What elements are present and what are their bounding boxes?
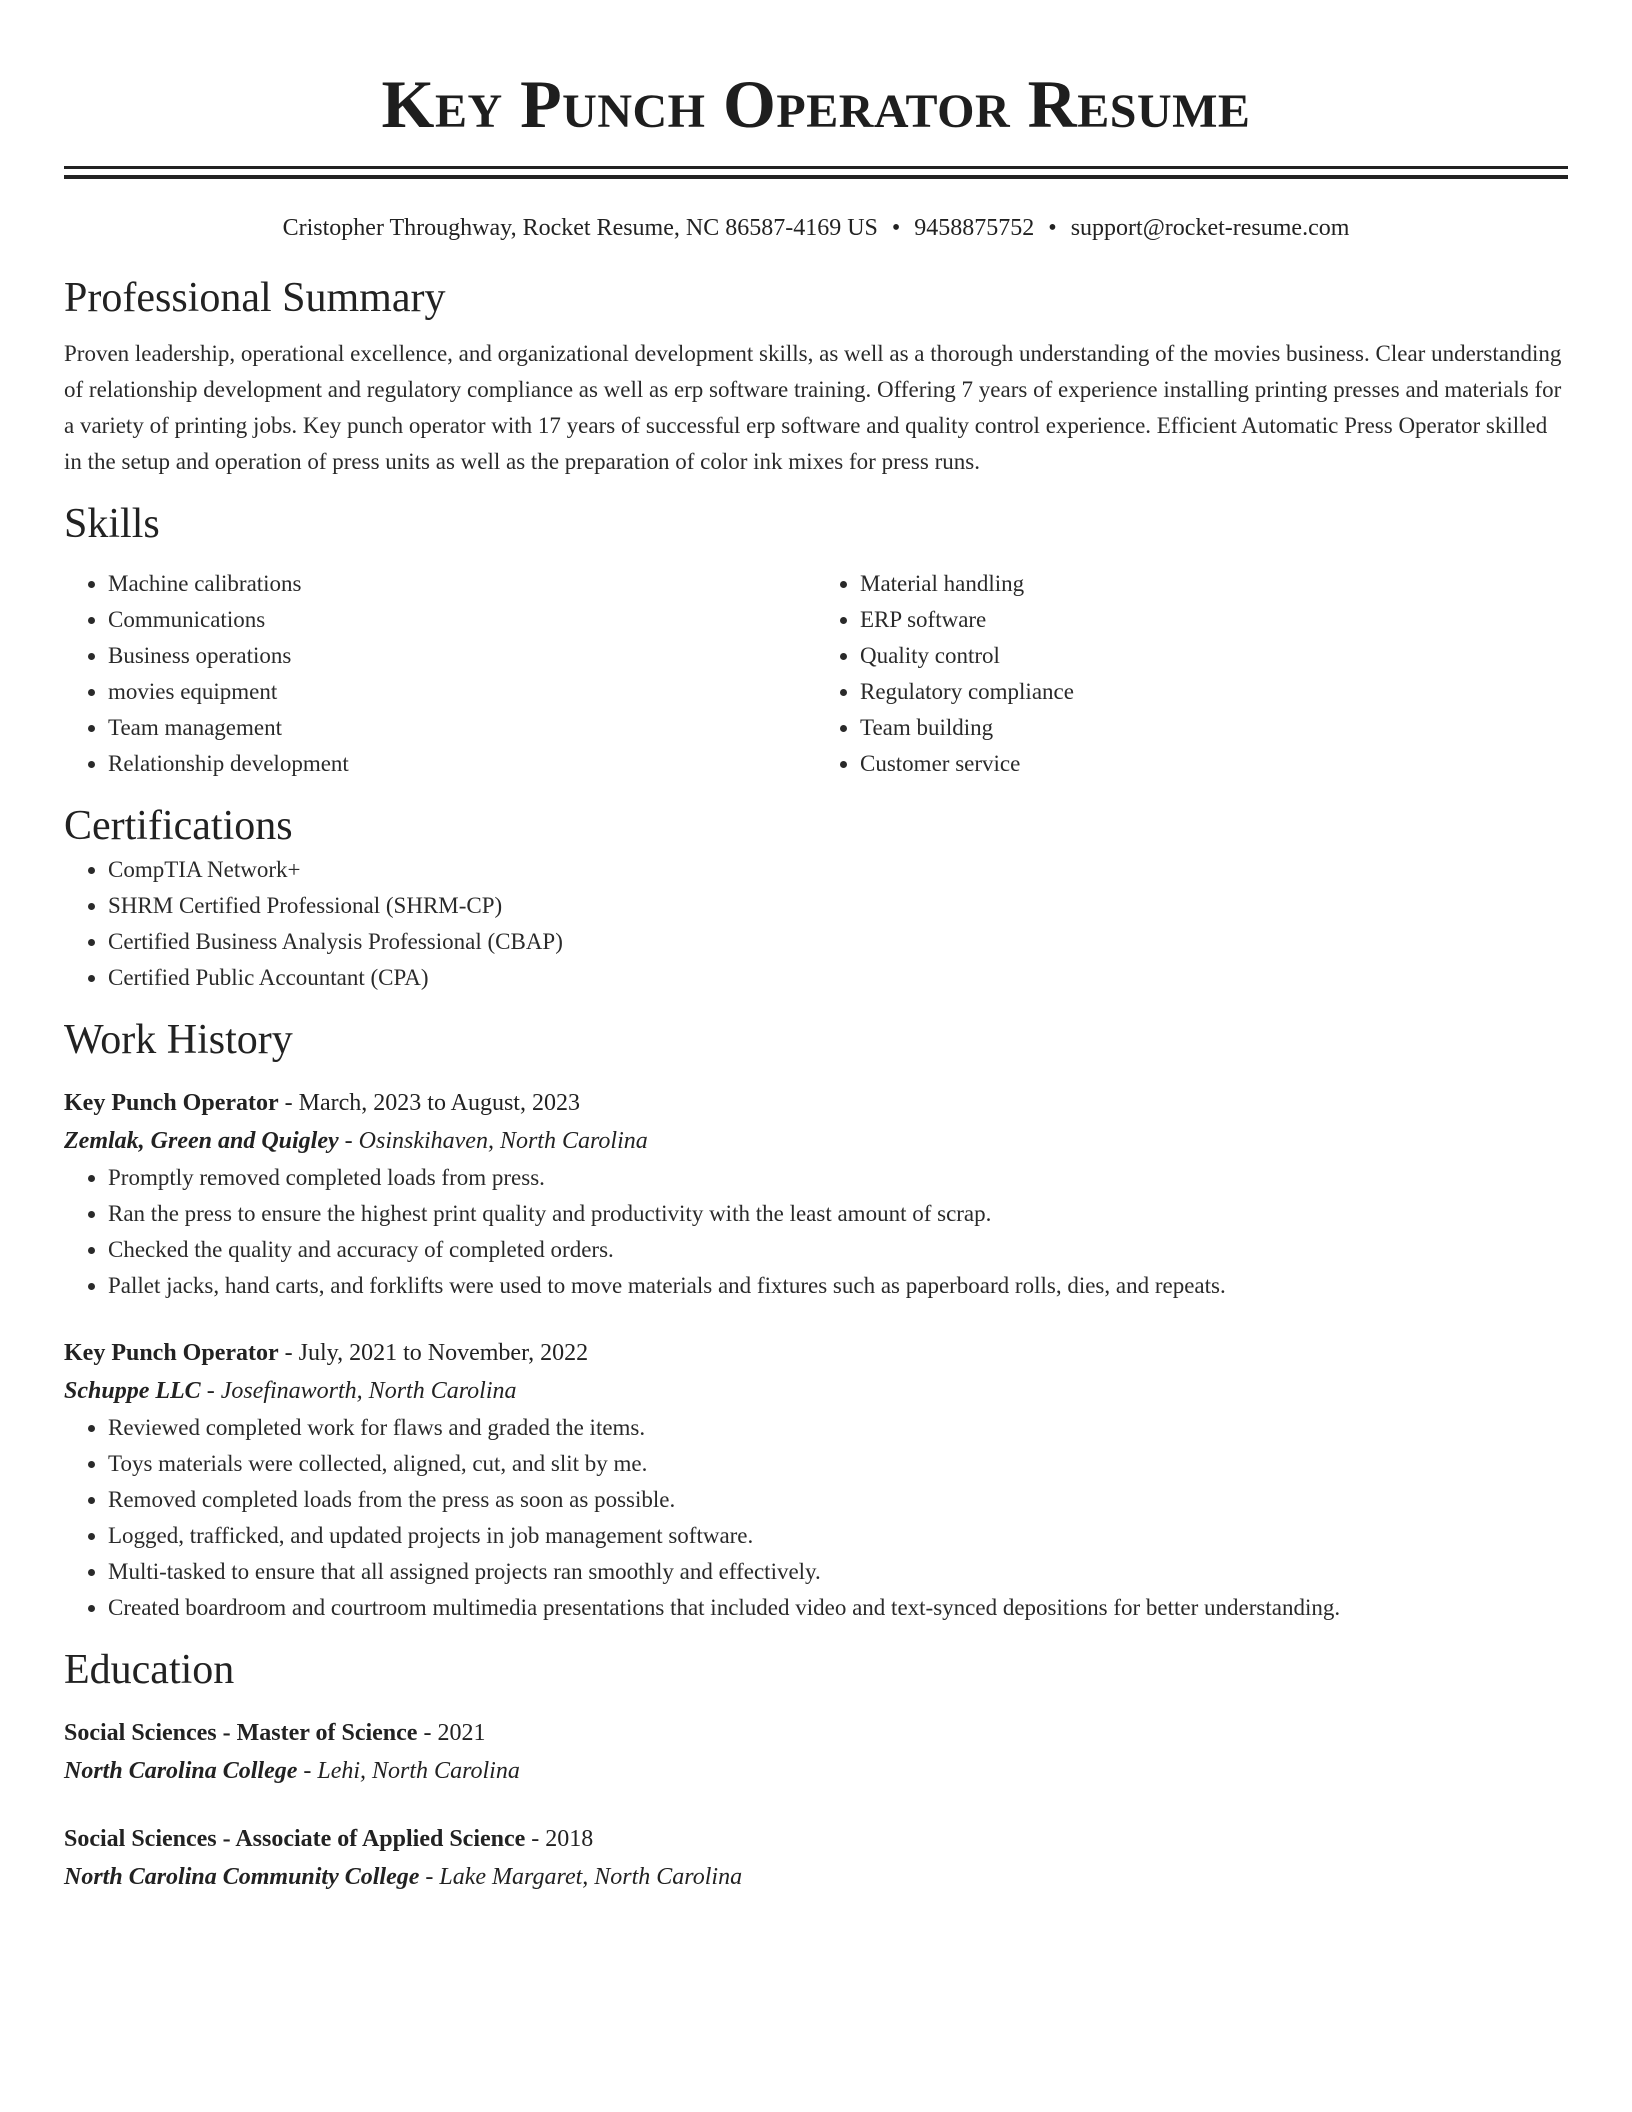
skill-item: • Customer service — [860, 746, 1568, 782]
job-duty: • Multi-tasked to ensure that all assigned projects ran smoothly and effectively. — [108, 1554, 1568, 1590]
job-duty: • Removed completed loads from the press as soon as possible. — [108, 1482, 1568, 1518]
education-degree-line: Social Sciences - Master of Science - 2021 — [64, 1720, 486, 1746]
education-degree: Social Sciences - Master of Science — [64, 1720, 418, 1746]
education-heading: Education — [64, 1647, 235, 1693]
skill-item: • movies equipment — [108, 674, 816, 710]
job-duty: • Checked the quality and accuracy of completed orders. — [108, 1232, 1568, 1268]
certification-item: • SHRM Certified Professional (SHRM-CP) — [108, 888, 1568, 924]
job-dates: July, 2021 to November, 2022 — [298, 1340, 589, 1366]
summary-text: Proven leadership, operational excellence, and organizational development skills, as well as a thorough understanding of the movies business. Clear understanding of relationship development and regulatory compliance as well as erp software training. Offering 7 years of experience installing printing presses and materials for a variety of printing jobs. Key punch operator with 17 years of successful erp software and quality control experience. Efficient Automatic Press Operator skilled in the setup and operation of press units as well as the preparation of color ink mixes for press runs. — [64, 341, 1562, 474]
job-duties-list — [64, 1160, 1568, 1304]
certification-item: • CompTIA Network+ — [108, 852, 1568, 888]
certifications-list — [64, 852, 1568, 996]
certification-item: • Certified Business Analysis Professional (CBAP) — [108, 924, 1568, 960]
job-duties-list — [64, 1410, 1568, 1626]
job-title: Key Punch Operator — [64, 1090, 279, 1116]
education-location: Lehi, North Carolina — [317, 1758, 520, 1784]
contact-address: Cristopher Throughway, Rocket Resume, NC 86587-4169 US — [282, 215, 878, 241]
skill-item: • Quality control — [860, 638, 1568, 674]
job-location: Osinskihaven, North Carolina — [358, 1128, 648, 1154]
education-entry — [64, 1820, 1568, 1896]
job-dates: March, 2023 to August, 2023 — [298, 1090, 580, 1116]
job-company-line: Schuppe LLC - Josefinaworth, North Carolina — [64, 1378, 517, 1404]
job-entry — [64, 1334, 1568, 1626]
job-duty: • Ran the press to ensure the highest print quality and productivity with the least amount of scrap. — [108, 1196, 1568, 1232]
certification-item: • Certified Public Accountant (CPA) — [108, 960, 1568, 996]
job-title-line: Key Punch Operator - July, 2021 to November, 2022 — [64, 1340, 589, 1366]
job-company-line: Zemlak, Green and Quigley - Osinskihaven, North Carolina — [64, 1128, 648, 1154]
education-degree: Social Sciences - Associate of Applied Science — [64, 1826, 526, 1852]
education-year: 2021 — [437, 1720, 486, 1746]
job-company: Zemlak, Green and Quigley — [64, 1128, 339, 1154]
contact-email: support@rocket-resume.com — [1070, 215, 1350, 241]
certifications-heading: Certifications — [64, 803, 293, 849]
job-duty: • Created boardroom and courtroom multimedia presentations that included video and text-synced depositions for better understanding. — [108, 1590, 1568, 1626]
job-company: Schuppe LLC — [64, 1378, 201, 1404]
education-school: North Carolina College — [64, 1758, 298, 1784]
education-degree-line: Social Sciences - Associate of Applied Science - 2018 — [64, 1826, 594, 1852]
title-divider-bottom — [64, 175, 1568, 179]
job-title: Key Punch Operator — [64, 1340, 279, 1366]
skill-item: • Machine calibrations — [108, 566, 816, 602]
skill-item: • Team building — [860, 710, 1568, 746]
resume-page — [64, 0, 1568, 1896]
contact-separator: • — [1048, 215, 1057, 241]
contact-line — [64, 212, 1568, 244]
skills-list-left — [64, 566, 816, 782]
education-location: Lake Margaret, North Carolina — [439, 1864, 743, 1890]
job-duty: • Toys materials were collected, aligned, cut, and slit by me. — [108, 1446, 1568, 1482]
skill-item: • Communications — [108, 602, 816, 638]
skill-item: • Relationship development — [108, 746, 816, 782]
work-history-heading: Work History — [64, 1017, 293, 1063]
skill-item: • Regulatory compliance — [860, 674, 1568, 710]
education-school-line: North Carolina Community College - Lake Margaret, North Carolina — [64, 1864, 743, 1890]
job-entry — [64, 1084, 1568, 1304]
resume-title: Key Punch Operator Resume — [381, 66, 1251, 142]
skill-item: • Team management — [108, 710, 816, 746]
skills-columns — [64, 566, 1568, 782]
skill-item: • Business operations — [108, 638, 816, 674]
skills-heading: Skills — [64, 501, 160, 547]
education-school: North Carolina Community College — [64, 1864, 420, 1890]
education-entry — [64, 1714, 1568, 1790]
job-duty: • Pallet jacks, hand carts, and forklifts were used to move materials and fixtures such as paperboard rolls, dies, and repeats. — [108, 1268, 1568, 1304]
job-duty: • Logged, trafficked, and updated projects in job management software. — [108, 1518, 1568, 1554]
job-location: Josefinaworth, North Carolina — [220, 1378, 517, 1404]
education-year: 2018 — [545, 1826, 594, 1852]
contact-separator: • — [891, 215, 901, 241]
education-school-line: North Carolina College - Lehi, North Carolina — [64, 1758, 520, 1784]
job-duty: • Reviewed completed work for flaws and graded the items. — [108, 1410, 1568, 1446]
title-divider-top — [64, 166, 1568, 169]
skills-list-right — [816, 566, 1568, 782]
skill-item: • Material handling — [860, 566, 1568, 602]
job-title-line: Key Punch Operator - March, 2023 to August, 2023 — [64, 1090, 580, 1116]
job-duty: • Promptly removed completed loads from press. — [108, 1160, 1568, 1196]
skill-item: • ERP software — [860, 602, 1568, 638]
contact-phone: 9458875752 — [914, 215, 1035, 241]
summary-heading: Professional Summary — [64, 275, 446, 321]
